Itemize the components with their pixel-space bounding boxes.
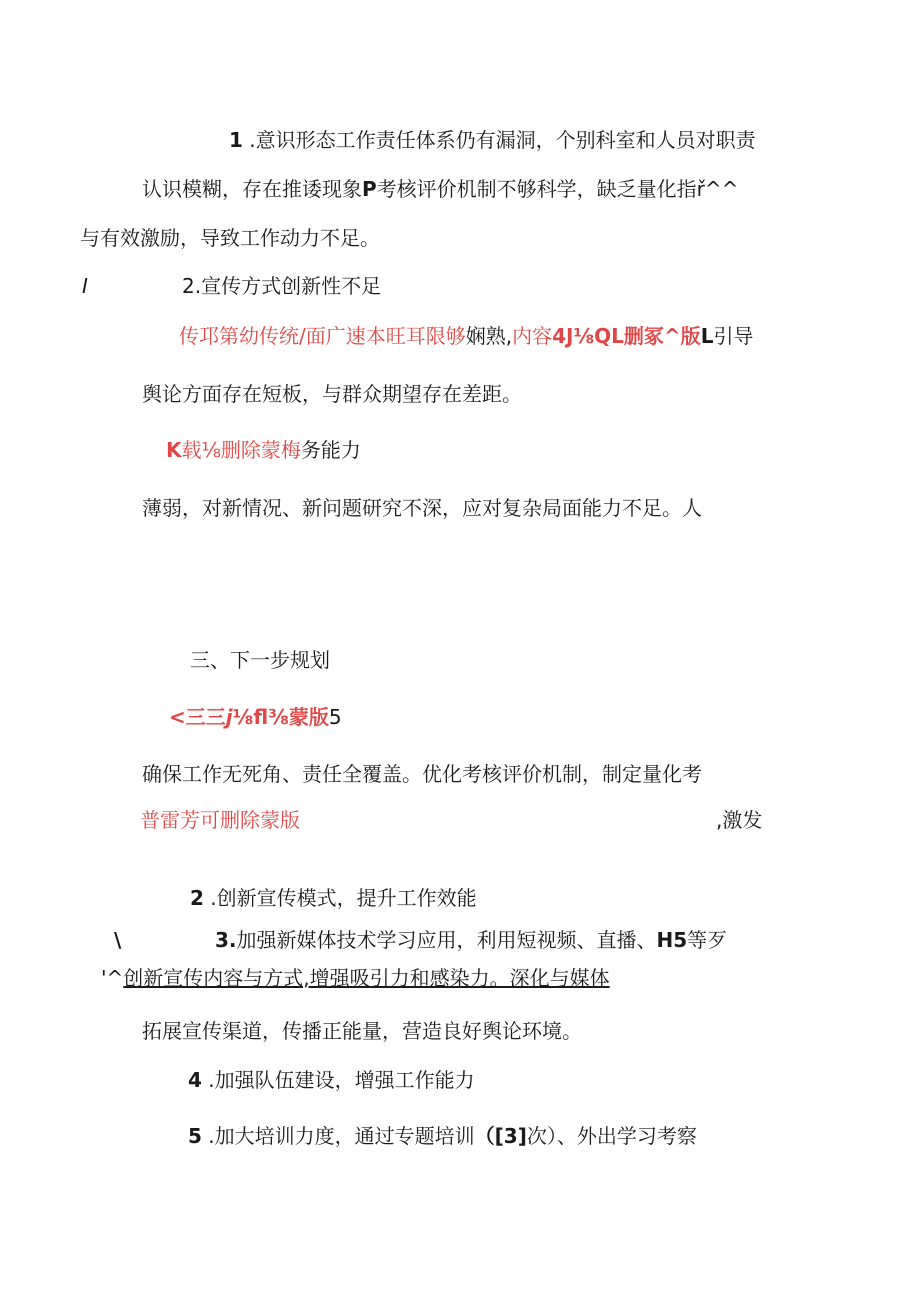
text-run: 薄弱，对新情况、新问题研究不深，应对复杂局面能力不足。人 [142, 496, 702, 520]
paragraph-2-line-2 [142, 380, 522, 408]
watermark-overlay-text: 内容 [512, 324, 553, 348]
item-3-line-3 [142, 1017, 582, 1045]
text-run: 加强新媒体技术学习应用，利用短视频、直播、 [236, 928, 657, 952]
text-run: ř^^ [696, 177, 739, 201]
item-number: 3. [215, 928, 237, 952]
text-run: .加大培训力度，通过专题培训 [201, 1124, 475, 1148]
watermark-overlay-text: 4J⅛QL删冢^版 [552, 324, 701, 348]
margin-mark: I [82, 274, 88, 298]
paragraph-2-heading [182, 272, 381, 300]
text-run: .创新宣传模式，提升工作效能 [203, 886, 477, 910]
margin-mark: \ [114, 928, 122, 952]
text-run: .意识形态工作责任体系仍有漏洞，个别科室和人员对职责 [242, 128, 756, 152]
item-number: 2 [190, 886, 204, 910]
item-2-heading [190, 884, 477, 912]
paragraph-1-line-2 [142, 175, 738, 203]
text-run: ,激发 [716, 808, 763, 832]
section-line-3-tail [716, 806, 762, 834]
text-run: 5 [328, 705, 342, 729]
watermark-overlay-text: ⅛fl⅜蒙版 [232, 705, 329, 729]
watermark-overlay-text: K [166, 438, 182, 462]
item-5-line-1 [188, 1122, 697, 1150]
text-run: （ [474, 1124, 495, 1148]
text-run: .加强队伍建设，增强工作能力 [201, 1068, 475, 1092]
text-run: 引导 [713, 324, 754, 348]
text-run: 与有效激励，导致工作动力不足。 [80, 226, 380, 250]
paragraph-3-line-1 [166, 436, 361, 464]
watermark-overlay-text: j [225, 705, 233, 729]
watermark-overlay-text: <三三 [169, 705, 226, 729]
section-line-2 [142, 760, 702, 788]
text-run: 2.宣传方式创新性不足 [182, 274, 382, 298]
item-number: 4 [188, 1068, 202, 1092]
text-run: L [700, 324, 714, 348]
section-line-3 [140, 806, 300, 834]
watermark-overlay-text: 普雷芳可删除蒙版 [140, 808, 300, 832]
margin-mark: '^ [101, 966, 124, 990]
text-run: P [362, 177, 377, 201]
paragraph-1-line-1 [229, 126, 756, 154]
text-run: 认识模糊，存在推诿现象 [142, 177, 362, 201]
text-run: 考核评价机制不够科学，缺乏量化指 [376, 177, 697, 201]
text-run: 确保工作无死角、责任全覆盖。优化考核评价机制，制定量化考 [142, 762, 702, 786]
paragraph-1-line-3 [80, 224, 380, 252]
text-run: 舆论方面存在短板，与群众期望存在差距。 [142, 382, 522, 406]
item-4-heading [188, 1066, 475, 1094]
text-run: 三、下一步规划 [190, 648, 330, 672]
underlined-text: 创新宣传内容与方式,增强吸引力和感染力。深化与媒体 [123, 966, 610, 990]
paragraph-3-line-2 [142, 494, 702, 522]
text-run: 务能力 [300, 438, 361, 462]
watermark-overlay-text: 载⅛删除蒙梅 [181, 438, 301, 462]
section-heading [190, 646, 330, 674]
text-run: 等歹 [687, 928, 728, 952]
text-run: [3] [494, 1124, 527, 1148]
text-run: 娴熟, [465, 324, 513, 348]
item-3-line-2 [101, 964, 610, 992]
section-line-1 [169, 703, 342, 731]
item-number: 1 [229, 128, 243, 152]
item-number: 5 [188, 1124, 202, 1148]
item-3-line-1 [215, 926, 727, 954]
text-run: H5 [656, 928, 688, 952]
paragraph-2-line-1 [179, 322, 753, 350]
text-run: 拓展宣传渠道，传播正能量，营造良好舆论环境。 [142, 1019, 582, 1043]
watermark-overlay-text: 传邛第幼传统/面广速本旺耳限够 [179, 324, 466, 348]
text-run: 次）、外出学习考察 [526, 1124, 697, 1148]
